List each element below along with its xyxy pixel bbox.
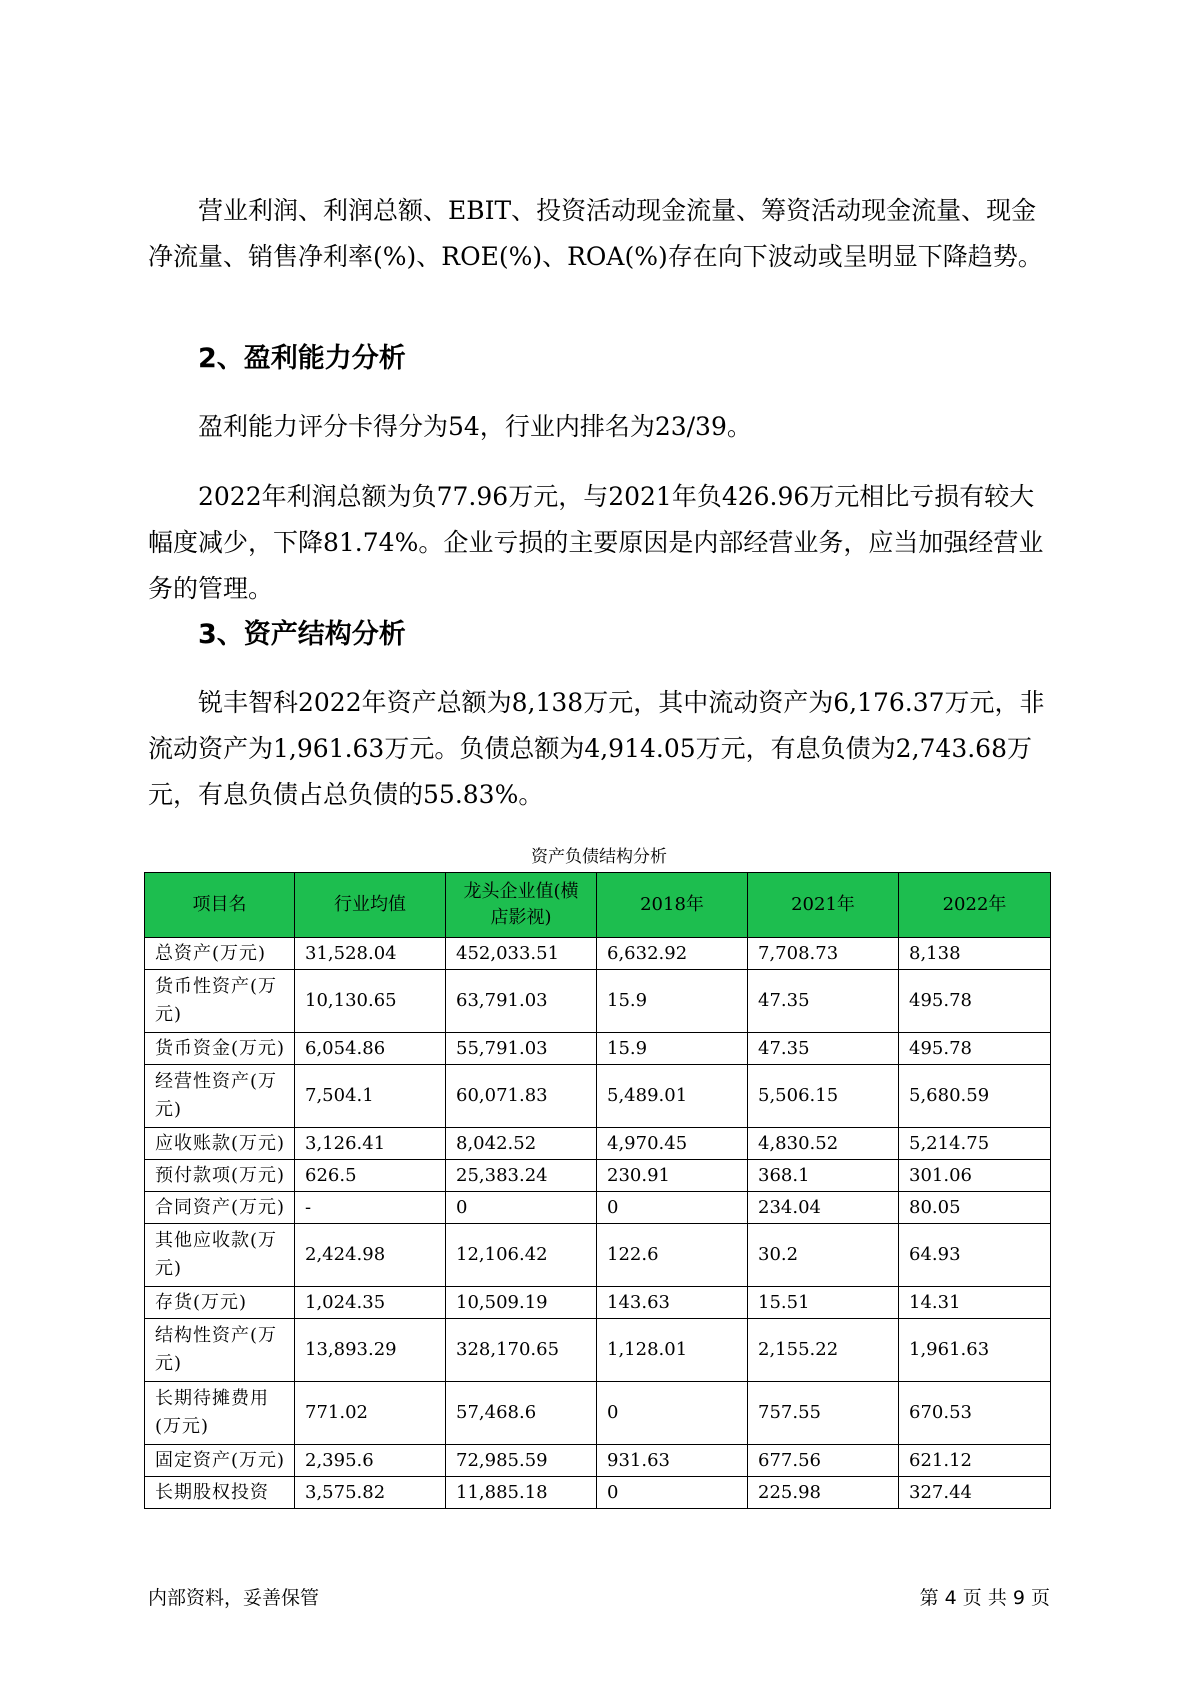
cell-2018: 15.9 xyxy=(597,1033,748,1065)
table-row xyxy=(145,1192,1051,1224)
table-row xyxy=(145,1477,1051,1509)
cell-2021: 5,506.15 xyxy=(748,1065,899,1128)
row-label: 总资产(万元) xyxy=(145,938,295,970)
cell-2022: 495.78 xyxy=(899,970,1051,1033)
cell-2021: 47.35 xyxy=(748,970,899,1033)
row-label: 货币资金(万元) xyxy=(145,1033,295,1065)
table-caption: 资产负债结构分析 xyxy=(531,847,667,867)
header-year-2021: 2021年 xyxy=(748,873,899,938)
cell-2018: 4,970.45 xyxy=(597,1128,748,1160)
cell-2018: 0 xyxy=(597,1382,748,1445)
cell-2018: 0 xyxy=(597,1477,748,1509)
cell-2018: 122.6 xyxy=(597,1224,748,1287)
cell-2022: 5,680.59 xyxy=(899,1065,1051,1128)
cell-2022: 80.05 xyxy=(899,1192,1051,1224)
cell-industry-average: 31,528.04 xyxy=(295,938,446,970)
table-row xyxy=(145,1382,1051,1445)
cell-leader-value: 63,791.03 xyxy=(446,970,597,1033)
cell-2021: 2,155.22 xyxy=(748,1319,899,1382)
cell-industry-average: 7,504.1 xyxy=(295,1065,446,1128)
cell-leader-value: 25,383.24 xyxy=(446,1160,597,1192)
cell-industry-average: 2,395.6 xyxy=(295,1445,446,1477)
cell-2021: 234.04 xyxy=(748,1192,899,1224)
cell-leader-value: 55,791.03 xyxy=(446,1033,597,1065)
row-label: 长期待摊费用(万元) xyxy=(145,1382,295,1445)
row-label: 合同资产(万元) xyxy=(145,1192,295,1224)
cell-2022: 327.44 xyxy=(899,1477,1051,1509)
footer-page-number: 第 4 页 共 9 页 xyxy=(919,1587,1050,1609)
row-label: 其他应收款(万元) xyxy=(145,1224,295,1287)
cell-industry-average: 10,130.65 xyxy=(295,970,446,1033)
table-row xyxy=(145,1319,1051,1382)
table-row xyxy=(145,1065,1051,1128)
row-label: 经营性资产(万元) xyxy=(145,1065,295,1128)
row-label: 存货(万元) xyxy=(145,1287,295,1319)
cell-leader-value: 57,468.6 xyxy=(446,1382,597,1445)
table-row xyxy=(145,1287,1051,1319)
cell-2022: 5,214.75 xyxy=(899,1128,1051,1160)
cell-2021: 4,830.52 xyxy=(748,1128,899,1160)
cell-2021: 368.1 xyxy=(748,1160,899,1192)
asset-structure-paragraph: 锐丰智科2022年资产总额为8,138万元，其中流动资产为6,176.37万元，非流动资产为1,961.63万元。负债总额为4,914.05万元，有息负债为2,743.68万元，有息负债占总负债的55.83%。 xyxy=(148,688,1045,809)
cell-2018: 0 xyxy=(597,1192,748,1224)
cell-industry-average: 626.5 xyxy=(295,1160,446,1192)
cell-2022: 1,961.63 xyxy=(899,1319,1051,1382)
cell-2022: 8,138 xyxy=(899,938,1051,970)
cell-industry-average: 1,024.35 xyxy=(295,1287,446,1319)
cell-leader-value: 452,033.51 xyxy=(446,938,597,970)
cell-2021: 15.51 xyxy=(748,1287,899,1319)
cell-2021: 47.35 xyxy=(748,1033,899,1065)
header-year-2022: 2022年 xyxy=(899,873,1051,938)
cell-2022: 301.06 xyxy=(899,1160,1051,1192)
header-item-name: 项目名 xyxy=(145,873,295,938)
cell-industry-average: 13,893.29 xyxy=(295,1319,446,1382)
header-industry-average: 行业均值 xyxy=(295,873,446,938)
cell-2022: 670.53 xyxy=(899,1382,1051,1445)
cell-leader-value: 11,885.18 xyxy=(446,1477,597,1509)
cell-2021: 7,708.73 xyxy=(748,938,899,970)
cell-leader-value: 328,170.65 xyxy=(446,1319,597,1382)
section-heading-asset-structure: 3、资产结构分析 xyxy=(198,619,406,650)
balance-structure-table xyxy=(144,872,1051,1509)
header-leader-value: 龙头企业值(横店影视) xyxy=(446,873,597,938)
row-label: 结构性资产(万元) xyxy=(145,1319,295,1382)
cell-2018: 931.63 xyxy=(597,1445,748,1477)
row-label: 固定资产(万元) xyxy=(145,1445,295,1477)
table-row xyxy=(145,938,1051,970)
cell-2021: 30.2 xyxy=(748,1224,899,1287)
cell-2018: 6,632.92 xyxy=(597,938,748,970)
cell-leader-value: 8,042.52 xyxy=(446,1128,597,1160)
profitability-score-paragraph: 盈利能力评分卡得分为54，行业内排名为23/39。 xyxy=(198,412,752,441)
cell-leader-value: 10,509.19 xyxy=(446,1287,597,1319)
intro-paragraph: 营业利润、利润总额、EBIT、投资活动现金流量、筹资活动现金流量、现金净流量、销售净利率(%)、ROE(%)、ROA(%)存在向下波动或呈明显下降趋势。 xyxy=(148,196,1043,271)
cell-2021: 757.55 xyxy=(748,1382,899,1445)
header-year-2018: 2018年 xyxy=(597,873,748,938)
row-label: 应收账款(万元) xyxy=(145,1128,295,1160)
table-header-row xyxy=(145,873,1051,938)
table-row xyxy=(145,970,1051,1033)
cell-2018: 143.63 xyxy=(597,1287,748,1319)
profit-total-paragraph: 2022年利润总额为负77.96万元，与2021年负426.96万元相比亏损有较大幅度减少，下降81.74%。企业亏损的主要原因是内部经营业务，应当加强经营业务的管理。 xyxy=(148,482,1044,603)
cell-2022: 64.93 xyxy=(899,1224,1051,1287)
cell-2021: 225.98 xyxy=(748,1477,899,1509)
section-heading-profitability: 2、盈利能力分析 xyxy=(198,343,406,374)
cell-industry-average: - xyxy=(295,1192,446,1224)
cell-2018: 5,489.01 xyxy=(597,1065,748,1128)
cell-industry-average: 2,424.98 xyxy=(295,1224,446,1287)
footer-confidential-note: 内部资料，妥善保管 xyxy=(148,1587,320,1609)
cell-leader-value: 72,985.59 xyxy=(446,1445,597,1477)
cell-2022: 495.78 xyxy=(899,1033,1051,1065)
cell-leader-value: 0 xyxy=(446,1192,597,1224)
row-label: 长期股权投资 xyxy=(145,1477,295,1509)
cell-leader-value: 12,106.42 xyxy=(446,1224,597,1287)
cell-2018: 230.91 xyxy=(597,1160,748,1192)
cell-industry-average: 3,126.41 xyxy=(295,1128,446,1160)
cell-industry-average: 771.02 xyxy=(295,1382,446,1445)
cell-leader-value: 60,071.83 xyxy=(446,1065,597,1128)
cell-industry-average: 3,575.82 xyxy=(295,1477,446,1509)
table-row xyxy=(145,1445,1051,1477)
table-row xyxy=(145,1160,1051,1192)
table-row xyxy=(145,1033,1051,1065)
row-label: 预付款项(万元) xyxy=(145,1160,295,1192)
cell-2018: 15.9 xyxy=(597,970,748,1033)
row-label: 货币性资产(万元) xyxy=(145,970,295,1033)
cell-2018: 1,128.01 xyxy=(597,1319,748,1382)
cell-2021: 677.56 xyxy=(748,1445,899,1477)
table-row xyxy=(145,1128,1051,1160)
cell-2022: 14.31 xyxy=(899,1287,1051,1319)
cell-industry-average: 6,054.86 xyxy=(295,1033,446,1065)
table-row xyxy=(145,1224,1051,1287)
cell-2022: 621.12 xyxy=(899,1445,1051,1477)
